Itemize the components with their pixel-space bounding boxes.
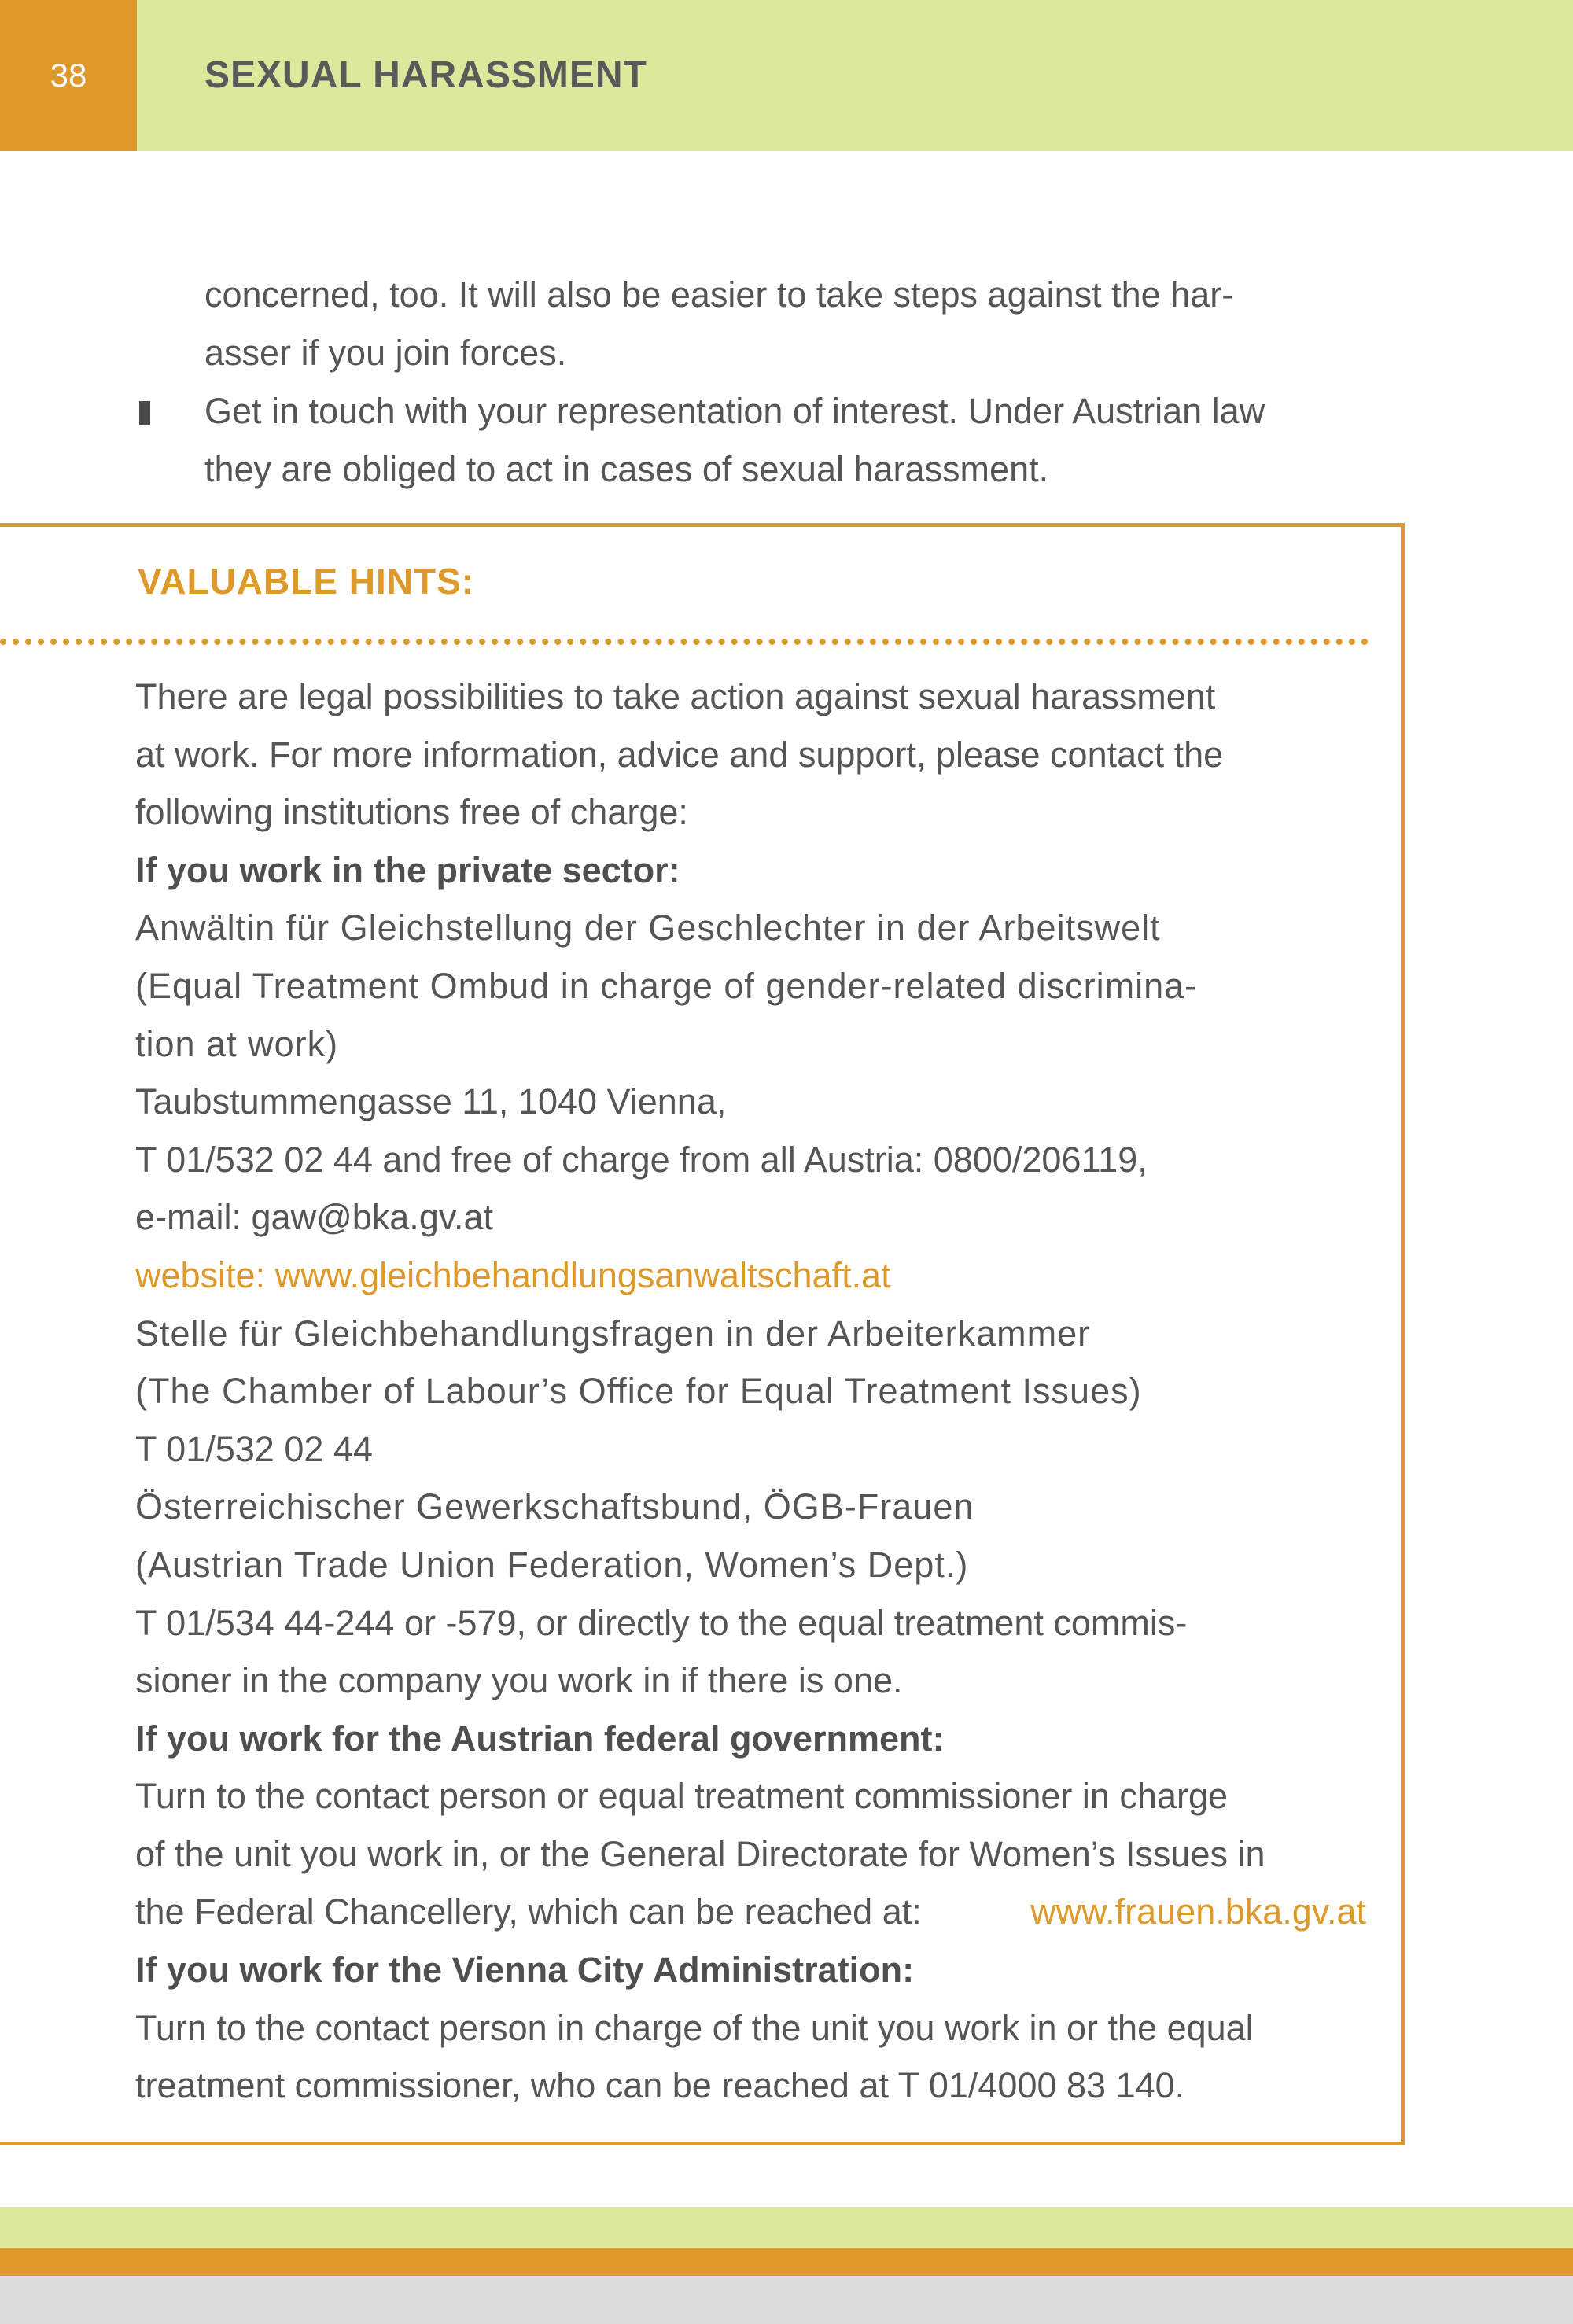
bullet-line: they are obliged to act in cases of sexual harassment. [204, 449, 1049, 489]
hints-body [135, 668, 1366, 2115]
gaw-address: Taubstummengasse 11, 1040 Vienna, [135, 1081, 727, 1122]
footer-orange-band [0, 2248, 1573, 2276]
frauen-website-link[interactable]: www.frauen.bka.gv.at [1030, 1891, 1366, 1932]
intro-line: asser if you join forces. [204, 333, 567, 373]
private-sector-heading: If you work in the private sector: [135, 849, 680, 890]
gaw-phone: T 01/532 02 44 and free of charge from all Austria: 0800/206119, [135, 1139, 1148, 1180]
federal-text: Turn to the contact person or equal treatment commissioner in charge [135, 1776, 1229, 1817]
hints-intro-line: There are legal possibilities to take action against sexual harassment [135, 676, 1216, 716]
hints-intro-line: following institutions free of charge: [135, 792, 688, 833]
ak-name: Stelle für Gleichbehandlungsfragen in der Arbeiterkammer [135, 1313, 1091, 1354]
ogb-description: (Austrian Trade Union Federation, Women’s Dept.) [135, 1544, 969, 1585]
gaw-name: Anwältin für Gleichstellung der Geschlechter in der Arbeitswelt [135, 908, 1161, 948]
hints-title: VALUABLE HINTS: [138, 561, 475, 602]
intro-line: concerned, too. It will also be easier to take steps against the har- [204, 274, 1234, 315]
bullet-item [138, 382, 1365, 499]
gaw-website-link[interactable]: website: www.gleichbehandlungsanwaltschaft.at [135, 1254, 891, 1295]
bullet-square-icon [139, 401, 150, 425]
gaw-description: tion at work) [135, 1023, 339, 1064]
bullet-line: Get in touch with your representation of interest. Under Austrian law [204, 391, 1265, 431]
federal-text: of the unit you work in, or the General Directorate for Women’s Issues in [135, 1833, 1265, 1874]
hints-intro-line: at work. For more information, advice and support, please contact the [135, 734, 1224, 775]
ogb-phone: T 01/534 44-244 or -579, or directly to the equal treatment commis- [135, 1602, 1188, 1643]
ak-description: (The Chamber of Labour’s Office for Equal Treatment Issues) [135, 1371, 1142, 1412]
gaw-description: (Equal Treatment Ombud in charge of gender-related discrimina- [135, 965, 1198, 1006]
intro-text [138, 266, 1365, 499]
federal-text: the Federal Chancellery, which can be reached at: [135, 1891, 922, 1932]
vienna-heading: If you work for the Vienna City Administration: [135, 1950, 915, 1991]
federal-heading: If you work for the Austrian federal government: [135, 1718, 945, 1759]
ak-phone: T 01/532 02 44 [135, 1428, 373, 1469]
section-title: SEXUAL HARASSMENT [204, 54, 647, 96]
vienna-text: Turn to the contact person in charge of the unit you work in or the equal [135, 2007, 1254, 2048]
ogb-name: Österreichischer Gewerkschaftsbund, ÖGB-Frauen [135, 1486, 974, 1527]
dotted-divider [0, 639, 1369, 645]
gaw-email: e-mail: gaw@bka.gv.at [135, 1197, 494, 1238]
footer-green-band [0, 2207, 1573, 2248]
vienna-text: treatment commissioner, who can be reached at T 01/4000 83 140. [135, 2065, 1185, 2106]
federal-text-with-link [135, 1883, 1366, 1941]
footer-grey-band [0, 2276, 1573, 2324]
page-number: 38 [0, 0, 137, 151]
ogb-phone: sioner in the company you work in if there is one. [135, 1660, 903, 1701]
